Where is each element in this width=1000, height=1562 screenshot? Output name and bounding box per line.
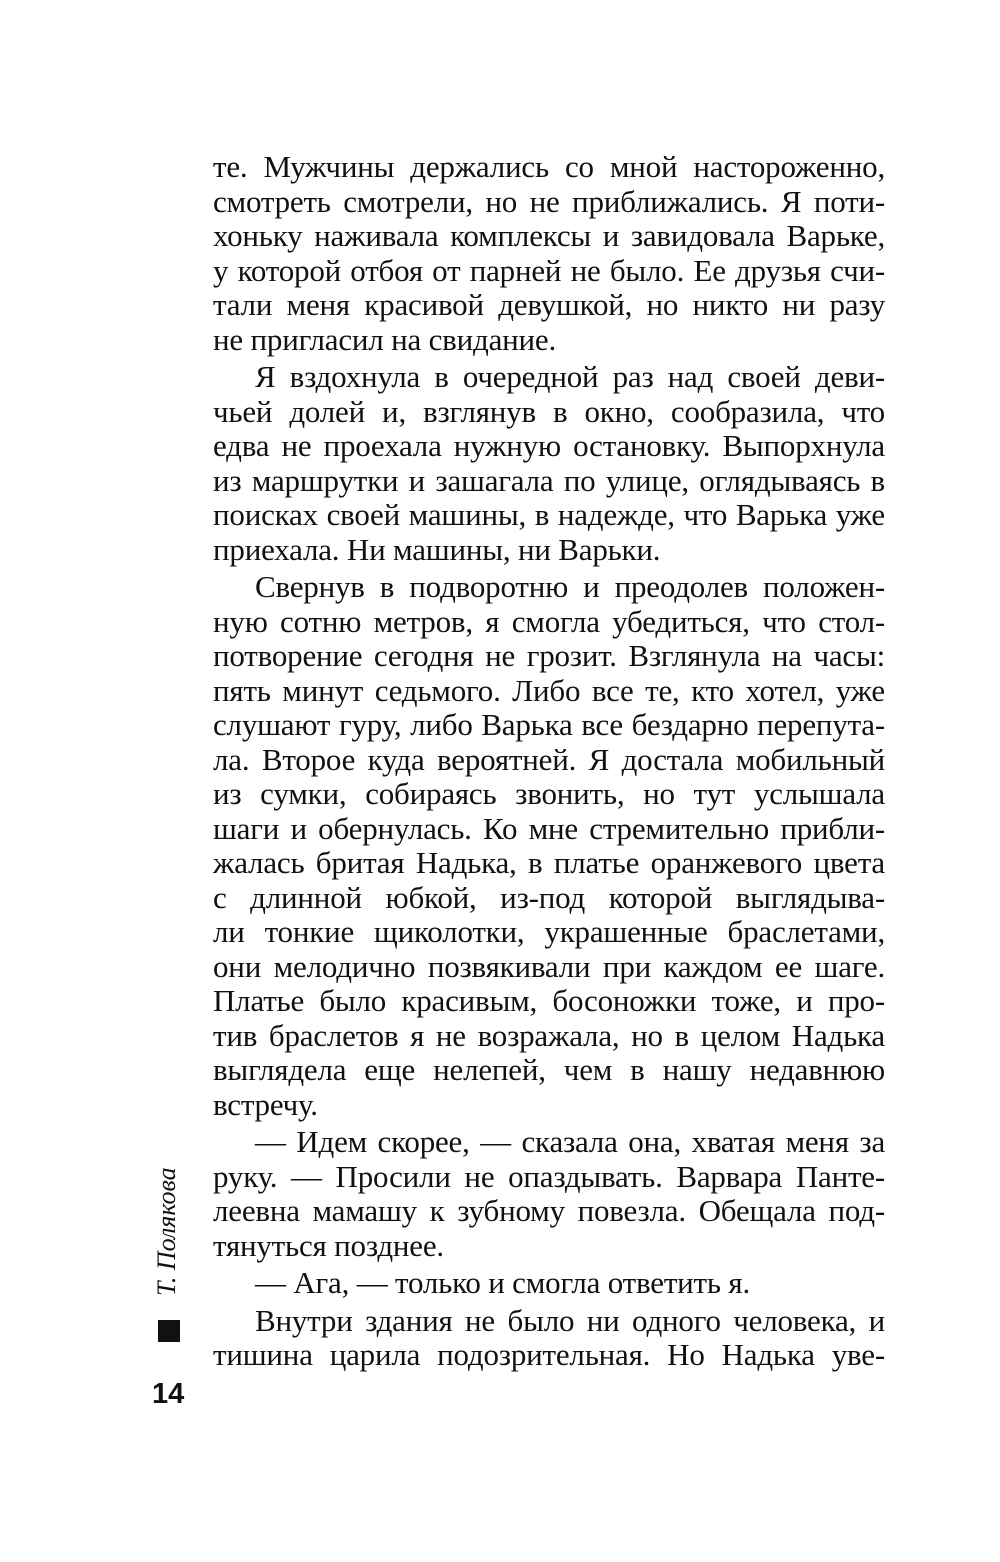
paragraph [213, 360, 885, 567]
text-line: ла. Второе куда вероятней. Я достала мобильный [213, 741, 885, 777]
text-line: с длинной юбкой, из-под которой выглядыва- [213, 879, 885, 915]
paragraph [213, 150, 885, 357]
text-line: шаги и обернулась. Ко мне стремительно прибли- [213, 810, 885, 846]
text-line: потворение сегодня не грозит. Взглянула на часы: [213, 638, 885, 673]
text-line: выглядела еще нелепей, чем в нашу недавнюю [213, 1052, 885, 1087]
page-number: 14 [152, 1378, 185, 1410]
running-head-author: Т. Полякова [152, 1167, 181, 1296]
text-line: чьей долей и, взглянув в окно, сообразила, что [213, 393, 885, 429]
text-line: тали меня красивой девушкой, но никто ни разу [213, 287, 885, 322]
text-line: смотреть смотрели, но не приближались. Я поти- [213, 183, 885, 219]
text-line: руку. — Просили не опаздывать. Варвара Панте- [213, 1158, 885, 1194]
text-line: — Идем скорее, — сказала она, хватая меня за [255, 1124, 885, 1159]
text-line: ную сотню метров, я смогла убедиться, что стол- [213, 603, 885, 639]
text-line: не пригласил на свидание. [213, 321, 557, 357]
text-line: жалась бритая Надька, в платье оранжевого цвета [213, 845, 885, 880]
paragraph [213, 570, 885, 1122]
text-line: едва не проехала нужную остановку. Выпорхнула [213, 428, 885, 463]
running-head-square-mark [158, 1320, 180, 1342]
text-line: из маршрутки и зашагала по улице, оглядываясь в [213, 462, 885, 498]
text-line: леевна мамашу к зубному повезла. Обещала под- [213, 1193, 885, 1228]
text-line: ли тонкие щиколотки, украшенные браслетами, [213, 914, 885, 949]
text-line: тив браслетов я не возражала, но в целом Надька [213, 1017, 885, 1053]
text-line: поисках своей машины, в надежде, что Варька уже [213, 497, 885, 532]
paragraph [213, 1125, 885, 1263]
text-line: Свернув в подворотню и преодолев положен- [255, 569, 885, 604]
paragraph [213, 1304, 885, 1373]
text-line: слушают гуру, либо Варька все бездарно перепута- [213, 707, 885, 742]
text-line: Платье было красивым, босоножки тоже, и про- [213, 983, 885, 1018]
text-line: хоньку наживала комплексы и завидовала Варьке, [213, 218, 885, 253]
text-line: Внутри здания не было ни одного человека, и [255, 1302, 885, 1338]
text-line: тянуться позднее. [213, 1227, 444, 1263]
text-line: те. Мужчины держались со мной настороженно, [213, 149, 885, 184]
text-line: тишина царила подозрительная. Но Надька уве- [213, 1337, 885, 1372]
text-line: пять минут седьмого. Либо все те, кто хотел, уже [213, 672, 885, 708]
text-line: из сумки, собираясь звонить, но тут услышала [213, 776, 885, 811]
body-text [213, 150, 885, 1373]
text-line: приехала. Ни машины, ни Варьки. [213, 531, 661, 567]
text-line: у которой отбоя от парней не было. Ее друзья счи- [213, 252, 885, 288]
text-line: они мелодично позвякивали при каждом ее шаге. [213, 948, 885, 984]
text-line: — Ага, — только и смогла ответить я. [255, 1265, 751, 1300]
paragraph [213, 1266, 885, 1301]
text-line: Я вздохнула в очередной раз над своей деви- [255, 359, 885, 394]
text-line: встречу. [213, 1086, 318, 1122]
